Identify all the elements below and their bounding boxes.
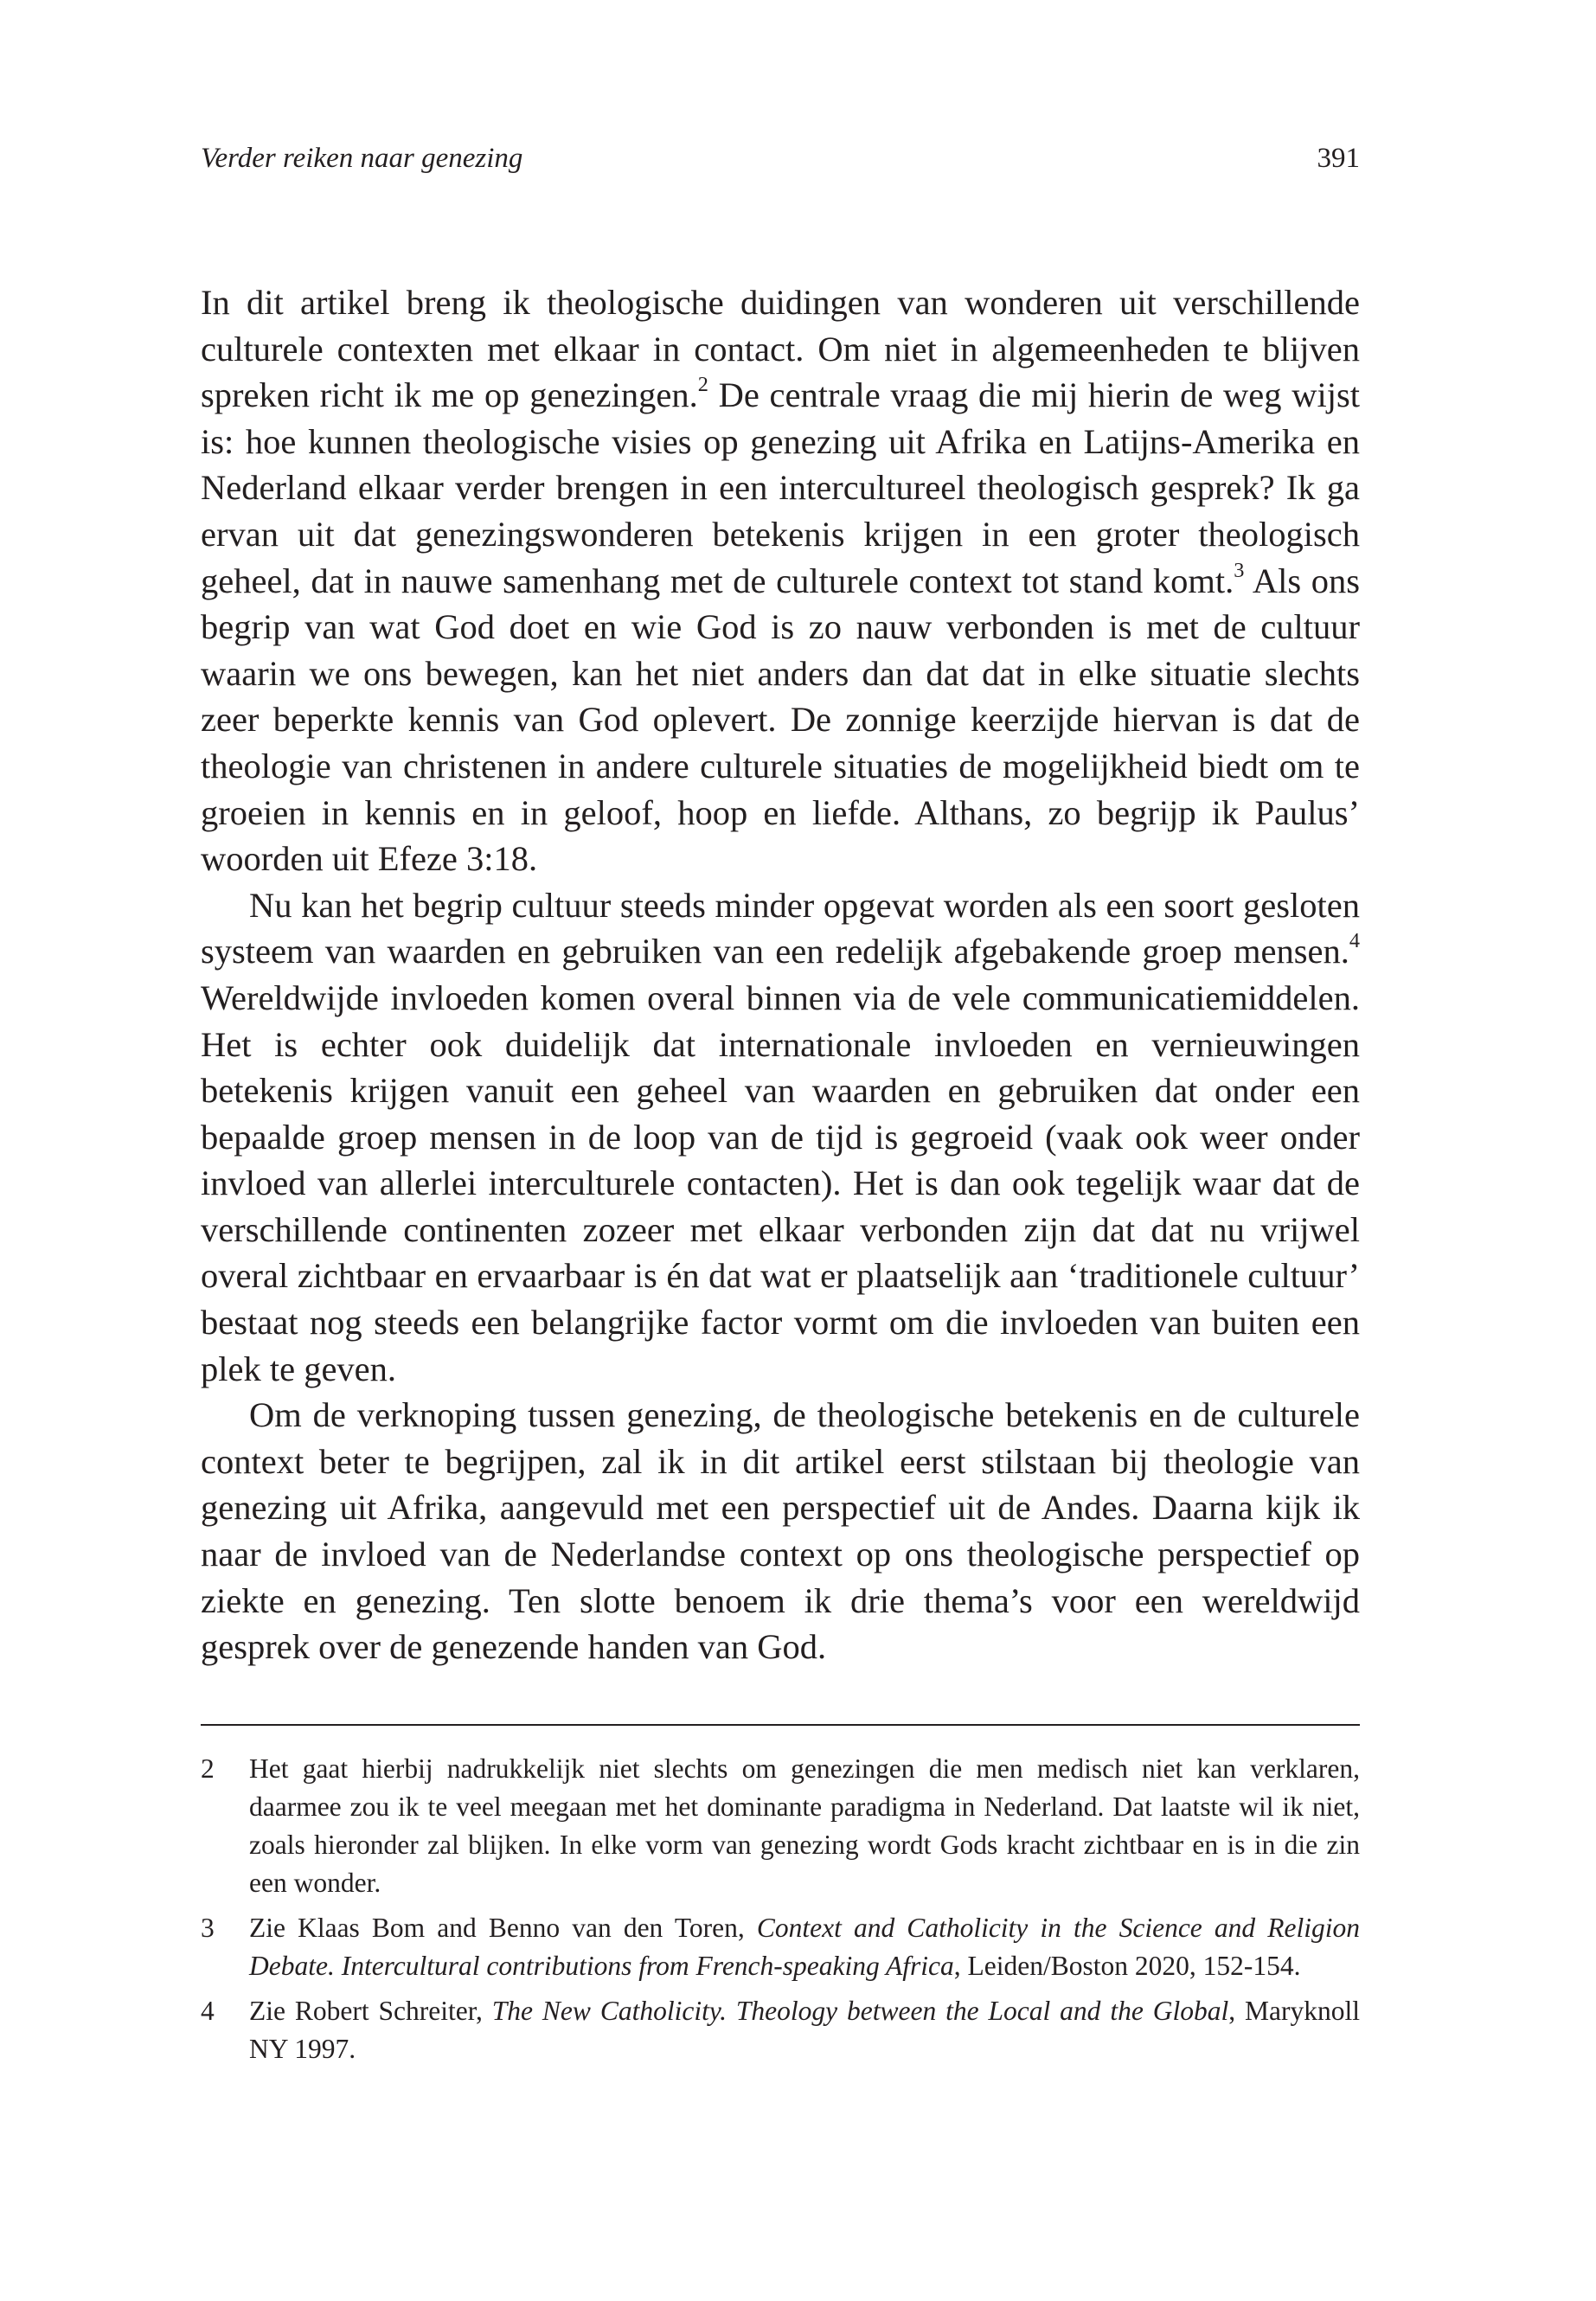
footnote — [201, 1750, 1360, 1902]
body-paragraph — [201, 882, 1360, 1393]
footnote-text: , Leiden/Boston 2020, 152-154. — [953, 1951, 1301, 1981]
running-head — [201, 137, 1360, 180]
main-text — [201, 279, 1360, 1670]
footnote — [201, 1909, 1360, 1985]
body-paragraph — [201, 1392, 1360, 1670]
footnote-text: Het gaat hierbij nadrukkelijk niet slechts om genezingen die men medisch niet kan verklaren, daarmee zou ik te veel meegaan met het dominante paradigma in Nederland. Dat laatste wil ik niet, zoals hieronder zal blijken. In elke vorm van genezing wordt Gods kracht zichtbaar en is in die zin een wonder. — [249, 1753, 1360, 1898]
text-segment: Om de verknoping tussen genezing, de theologische betekenis en de culturele context beter te begrijpen, zal ik in dit artikel eerst stilstaan bij theologie van genezing uit Afrika, aangevuld met een perspectief uit de Andes. Daarna kijk ik naar de invloed van de Nederlandse context op ons theologische perspectief op ziekte en genezing. Ten slotte benoem ik drie thema’s voor een wereldwijd gesprek over de genezende handen van God. — [201, 1395, 1360, 1667]
footnote-book-title: The New Catholicity. Theology between the Local and the Global — [491, 1996, 1229, 2026]
footnote-ref: 3 — [1234, 558, 1245, 582]
footnotes — [201, 1750, 1360, 2075]
body-paragraph — [201, 279, 1360, 882]
footnote-number: 3 — [201, 1913, 215, 1943]
page-number: 391 — [1317, 143, 1360, 174]
footnote-number: 2 — [201, 1753, 215, 1784]
text-segment: De centrale vraag die mij hierin de weg wijst is: hoe kunnen theologische visies op genezing uit Afrika en Latijns-Amerika en Nederland elkaar verder brengen in een intercultureel theologisch gesprek? Ik ga ervan uit dat genezingswonderen betekenis krijgen in een groter theologisch geheel, dat in nauwe samenhang met de culturele context tot stand komt. — [201, 375, 1360, 600]
text-segment: Wereldwijde invloeden komen overal binnen via de vele communicatiemiddelen. Het is echter ook duidelijk dat internationale invloeden en vernieuwingen betekenis krijgen vanuit een geheel van waarden en gebruiken dat onder een bepaalde groep mensen in de loop van de tijd is gegroeid (vaak ook weer onder invloed van allerlei interculturele contacten). Het is dan ook tegelijk waar dat de verschillende continenten zozeer met elkaar verbonden zijn dat dat nu vrijwel overal zichtbaar en ervaarbaar is én dat wat er plaatselijk aan ‘traditionele cultuur’ bestaat nog steeds een belangrijke factor vormt om die invloeden van buiten een plek te geven. — [201, 977, 1360, 1388]
footnote-ref: 4 — [1349, 929, 1360, 953]
footnote-text: , Maryknoll NY 1997. — [249, 1996, 1360, 2064]
footnote-number: 4 — [201, 1996, 215, 2026]
text-segment: Als ons begrip van wat God doet en wie God is zo nauw verbonden is met de cultuur waarin we ons bewegen, kan het niet anders dan dat dat in elke situatie slechts zeer beperkte kennis van God oplevert. De zonnige keerzijde hiervan is dat de theologie van christenen in andere culturele situaties de mogelijkheid biedt om te groeien in kennis en in geloof, hoop en liefde. Althans, zo begrijp ik Paulus’ woorden uit Efeze 3:18. — [201, 561, 1360, 879]
footnote-book-title: Context and Catholicity in the Science and Religion Debate. Intercultural contributions from French-speaking Africa — [249, 1913, 1360, 1981]
footnote — [201, 1992, 1360, 2068]
footnote-divider — [201, 1724, 1360, 1726]
footnote-ref: 2 — [697, 372, 708, 396]
footnote-text: Zie Klaas Bom and Benno van den Toren, — [249, 1913, 757, 1943]
text-segment: Nu kan het begrip cultuur steeds minder opgevat worden als een soort gesloten systeem van waarden en gebruiken van een redelijk afgebakende groep mensen. — [201, 885, 1360, 971]
footnote-text: Zie Robert Schreiter, — [249, 1996, 492, 2026]
running-title: Verder reiken naar genezing — [201, 143, 523, 174]
text-segment: In dit artikel breng ik theologische duidingen van wonderen uit verschillende culturele contexten met elkaar in contact. Om niet in algemeenheden te blijven spreken richt ik me op genezingen. — [201, 283, 1360, 415]
